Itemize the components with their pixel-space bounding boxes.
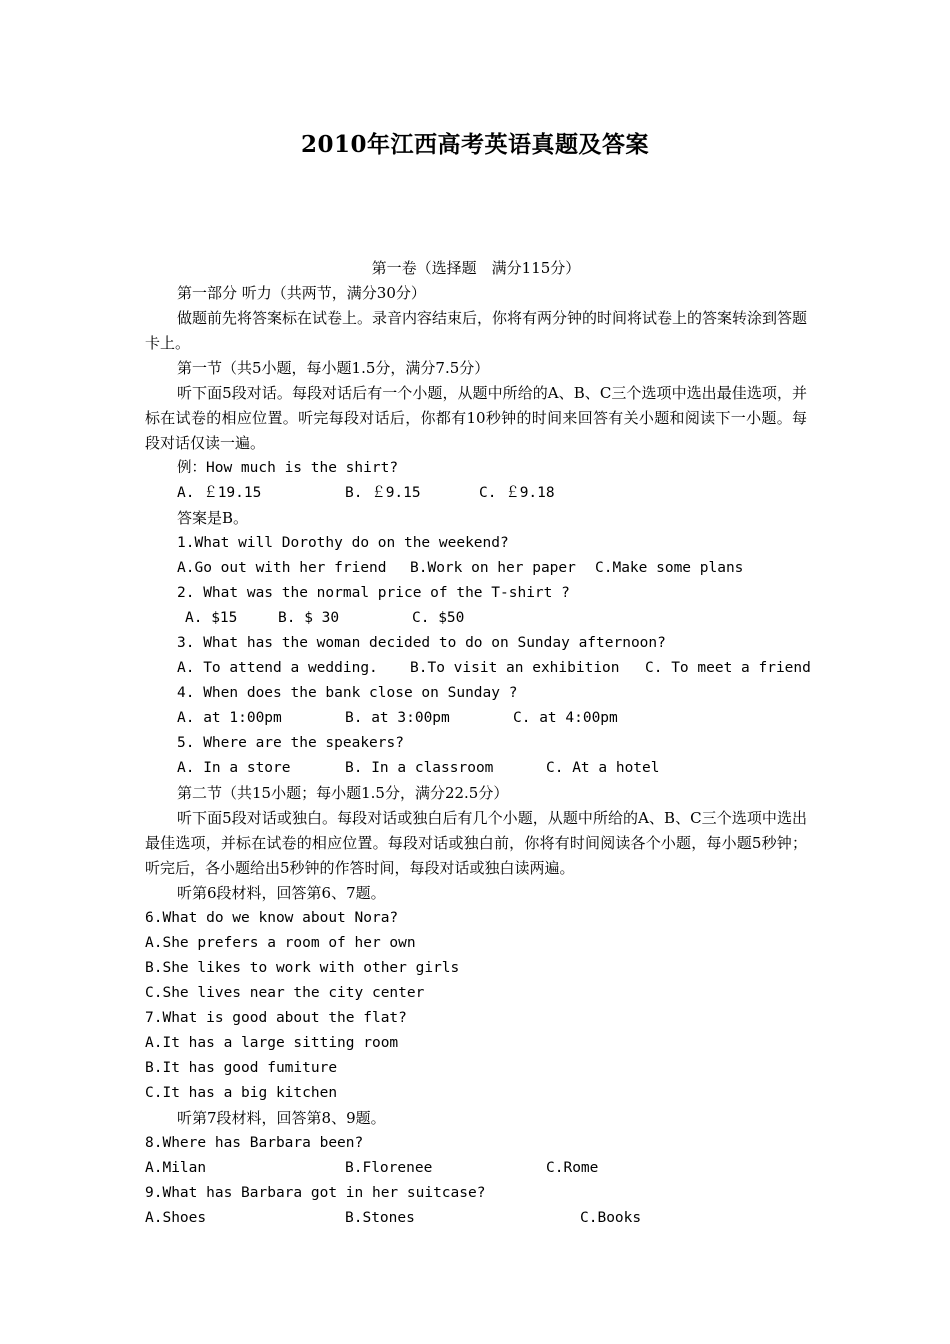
question-9-options — [145, 1206, 807, 1231]
question-5: 5. Where are the speakers? — [177, 735, 404, 751]
material-7-heading: 听第7段材料，回答第8、9题。 — [177, 1109, 386, 1127]
question-5-options — [145, 756, 807, 781]
option-c: C.Books — [580, 1210, 642, 1226]
question-9: 9.What has Barbara got in her suitcase? — [145, 1185, 486, 1201]
option-a: A. ￡19.15 — [177, 485, 262, 501]
question-7-option-b: B.It has good fumiture — [145, 1060, 338, 1076]
part-heading: 第一部分 听力（共两节，满分30分） — [177, 284, 426, 302]
option-b: B. at 3:00pm — [345, 710, 450, 726]
question-6-option-b: B.She likes to work with other girls — [145, 960, 460, 976]
instruction-paragraph: 做题前先将答案标在试卷上。录音内容结束后，你将有两分钟的时间将试卷上的答案转涂到答题卡上。 — [145, 309, 808, 352]
option-a: A. In a store — [177, 760, 291, 776]
example-options — [145, 481, 807, 506]
question-7-option-a: A.It has a large sitting room — [145, 1035, 399, 1051]
question-8-options — [145, 1156, 807, 1181]
option-c: C. ￡9.18 — [479, 485, 555, 501]
question-6-option-c: C.She lives near the city center — [145, 985, 425, 1001]
material-6-heading: 听第6段材料，回答第6、7题。 — [177, 884, 386, 902]
section1-heading: 第一节（共5小题，每小题1.5分，满分7.5分） — [177, 359, 490, 377]
section2-instructions: 听下面5段对话或独白。每段对话或独白后有几个小题，从题中所给的A、B、C三个选项中选出最佳选项，并标在试卷的相应位置。每段对话或独白前，你将有时间阅读各个小题，每小题5秒钟；听完后，各小题给出5秒钟的作答时间，每段对话或独白读两遍。 — [145, 809, 807, 877]
example-question: 例：How much is the shirt? — [177, 460, 399, 476]
section2-heading: 第二节（共15小题；每小题1.5分，满分22.5分） — [177, 784, 509, 802]
document-body — [145, 256, 811, 1231]
question-1: 1.What will Dorothy do on the weekend? — [177, 535, 509, 551]
document-title: 2010年江西高考英语真题及答案 — [300, 131, 649, 158]
option-b: B.To visit an exhibition — [410, 660, 620, 676]
question-1-options — [145, 556, 807, 581]
question-7-option-c: C.It has a big kitchen — [145, 1085, 338, 1101]
option-a: A.Go out with her friend — [177, 560, 387, 576]
question-7: 7.What is good about the flat? — [145, 1010, 407, 1026]
question-2: 2. What was the normal price of the T-shirt ? — [177, 585, 570, 601]
option-c: C.Make some plans — [595, 560, 744, 576]
option-b: B. In a classroom — [345, 760, 494, 776]
option-b: B.Stones — [345, 1210, 415, 1226]
question-8: 8.Where has Barbara been? — [145, 1135, 364, 1151]
option-a: A. $15 — [185, 610, 238, 626]
option-c: C. at 4:00pm — [513, 710, 618, 726]
option-c: C. To meet a friend — [645, 660, 811, 676]
option-c: C.Rome — [546, 1160, 599, 1176]
option-b: B. ￡9.15 — [345, 485, 421, 501]
option-a: A. To attend a wedding. — [177, 660, 378, 676]
question-4-options — [145, 706, 807, 731]
option-c: C. $50 — [412, 610, 465, 626]
option-b: B.Florenee — [345, 1160, 433, 1176]
example-answer: 答案是B。 — [177, 509, 249, 527]
option-b: B.Work on her paper — [410, 560, 576, 576]
question-3-options — [145, 656, 811, 681]
volume-heading: 第一卷（选择题 满分115分） — [371, 259, 581, 277]
question-4: 4. When does the bank close on Sunday ? — [177, 685, 518, 701]
section1-instructions: 听下面5段对话。每段对话后有一个小题，从题中所给的A、B、C三个选项中选出最佳选项，并标在试卷的相应位置。听完每段对话后，你都有10秒钟的时间来回答有关小题和阅读下一小题。每段对话仅读一遍。 — [145, 384, 807, 452]
option-a: A. at 1:00pm — [177, 710, 282, 726]
option-b: B. $ 30 — [278, 610, 340, 626]
question-6: 6.What do we know about Nora? — [145, 910, 399, 926]
option-a: A.Milan — [145, 1160, 207, 1176]
question-2-options — [145, 606, 807, 631]
option-a: A.Shoes — [145, 1210, 207, 1226]
option-c: C. At a hotel — [546, 760, 660, 776]
question-3: 3. What has the woman decided to do on Sunday afternoon? — [177, 635, 666, 651]
question-6-option-a: A.She prefers a room of her own — [145, 935, 416, 951]
